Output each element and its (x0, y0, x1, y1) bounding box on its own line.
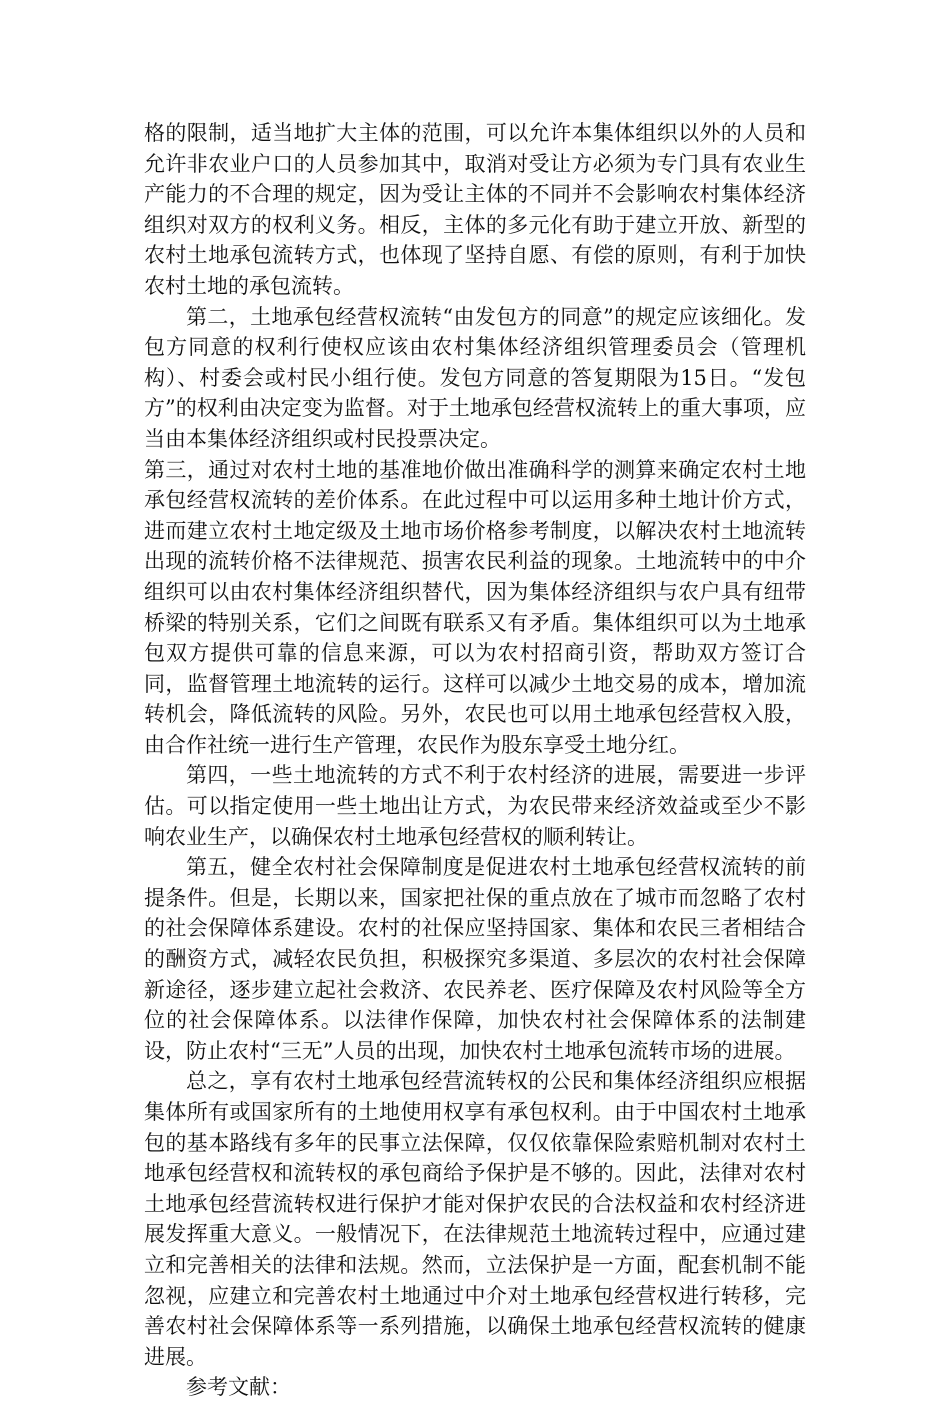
references-heading: 参考文献： (186, 1375, 291, 1400)
document-body (144, 118, 806, 1403)
paragraph-1: 格的限制，适当地扩大主体的范围，可以允许本集体组织以外的人员和允许非农业户口的人员参加其中，取消对受让方必须为专门具有农业生产能力的不合理的规定，因为受让主体的不同并不会影响农村集体经济组织对双方的权利义务。相反，主体的多元化有助于建立开放、新型的农村土地承包流转方式，也体现了坚持自愿、有偿的原则，有利于加快农村土地的承包流转。 (144, 121, 806, 298)
paragraph-2: 第二，土地承包经营权流转“由发包方的同意”的规定应该细化。发包方同意的权利行使权应该由农村集体经济组织管理委员会（管理机构）、村委会或村民小组行使。发包方同意的答复期限为15日。“发包方”的权利由决定变为监督。对于土地承包经营权流转上的重大事项，应当由本集体经济组织或村民投票决定。 (144, 304, 806, 451)
paragraph-3: 第三，通过对农村土地的基准地价做出准确科学的测算来确定农村土地承包经营权流转的差价体系。在此过程中可以运用多种土地计价方式，进而建立农村土地定级及土地市场价格参考制度，以解决农村土地流转出现的流转价格不法律规范、损害农民利益的现象。土地流转中的中介组织可以由农村集体经济组织替代，因为集体经济组织与农户具有纽带桥梁的特别关系，它们之间既有联系又有矛盾。集体组织可以为土地承包双方提供可靠的信息来源，可以为农村招商引资，帮助双方签订合同，监督管理土地流转的运行。这样可以减少土地交易的成本，增加流转机会，降低流转的风险。另外，农民也可以用土地承包经营权入股，由合作社统一进行生产管理，农民作为股东享受土地分红。 (144, 457, 806, 757)
paragraph-4: 第四，一些土地流转的方式不利于农村经济的进展，需要进一步评估。可以指定使用一些土地出让方式，为农民带来经济效益或至少不影响农业生产，以确保农村土地承包经营权的顺利转让。 (144, 763, 806, 849)
paragraph-6: 总之，享有农村土地承包经营流转权的公民和集体经济组织应根据集体所有或国家所有的土地使用权享有承包权利。由于中国农村土地承包的基本路线有多年的民事立法保障，仅仅依靠保险索赔机制对农村土地承包经营权和流转权的承包商给予保护是不够的。因此，法律对农村土地承包经营流转权进行保护才能对保护农民的合法权益和农村经济进展发挥重大意义。一般情况下，在法律规范土地流转过程中，应通过建立和完善相关的法律和法规。然而，立法保护是一方面，配套机制不能忽视，应建立和完善农村土地通过中介对土地承包经营权进行转移，完善农村社会保障体系等一系列措施，以确保土地承包经营权流转的健康进展。 (144, 1069, 806, 1369)
paragraph-5: 第五，健全农村社会保障制度是促进农村土地承包经营权流转的前提条件。但是，长期以来，国家把社保的重点放在了城市而忽略了农村的社会保障体系建设。农村的社保应坚持国家、集体和农民三者相结合的酬资方式，减轻农民负担，积极探究多渠道、多层次的农村社会保障新途径，逐步建立起社会救济、农民养老、医疗保障及农村风险等全方位的社会保障体系。以法律作保障，加快农村社会保障体系的法制建设，防止农村“三无”人员的出现，加快农村土地承包流转市场的进展。 (144, 855, 806, 1063)
